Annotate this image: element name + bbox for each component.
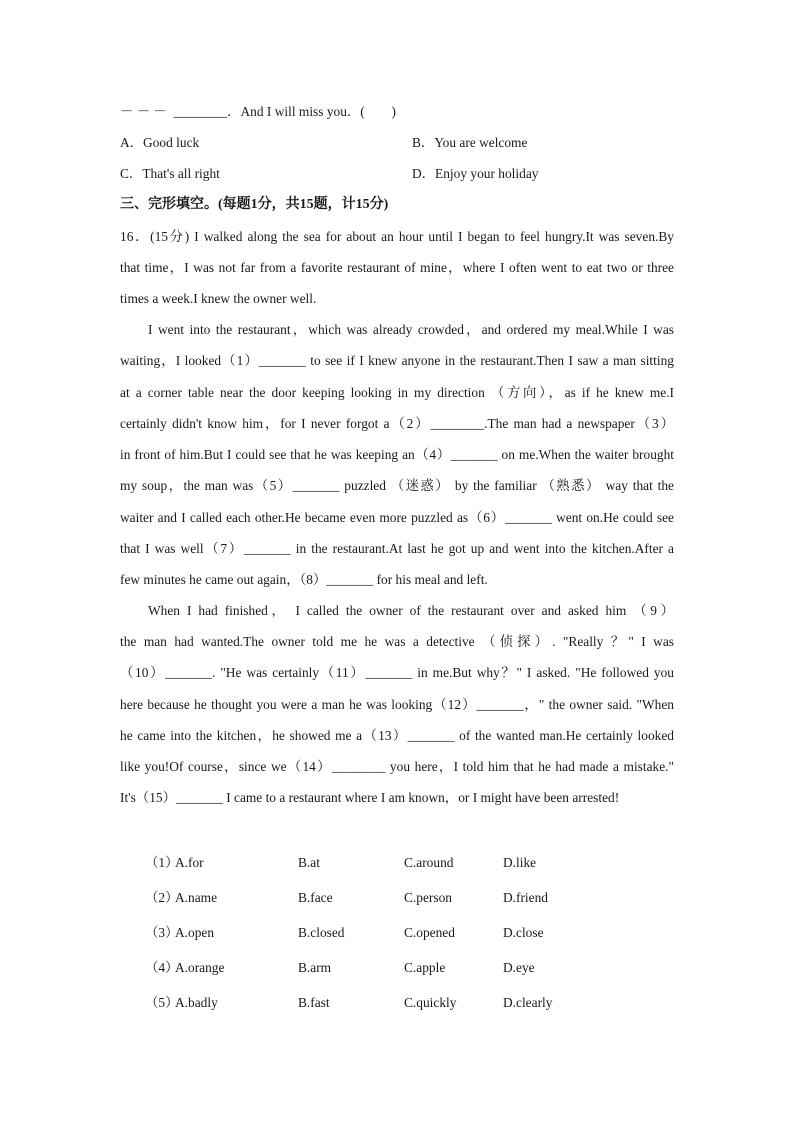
choice-d: D.close (503, 925, 544, 940)
passage-line: When I had finished， I called the owner of the restaurant over and asked him （9） (148, 603, 674, 618)
choice-b: B.arm (298, 960, 332, 975)
passage-line: here because he thought you were a man he was looking（12）_______，" the owner said. "When (120, 697, 674, 712)
choice-d: D.friend (503, 890, 548, 905)
question-stem: － － － ________．And I will miss you．( ) (120, 104, 396, 119)
passage-line: I went into the restaurant，which was already crowded，and ordered my meal.While I was (148, 322, 674, 337)
choice-c: C.apple (404, 960, 446, 975)
option-d: D．Enjoy your holiday (412, 166, 539, 181)
choice-number: （3） (145, 925, 179, 940)
option-a: A．Good luck (120, 135, 200, 150)
choice-b: B.fast (298, 995, 330, 1010)
passage-line: It's（15）_______ I came to a restaurant where I am known，or I might have been arrested! (120, 790, 620, 805)
passage-line: （10）_______. "He was certainly（11）_______ in me.But why？" I asked. "He followed you (120, 665, 674, 680)
passage-line: certainly didn't know him，for I never forgot a（2）________.The man had a newspaper（3） (120, 416, 674, 431)
passage-line: like you!Of course，since we（14）________ you here，I told him that he had made a mistake." (120, 759, 674, 774)
passage-line: he came into the kitchen，he showed me a（13）_______ of the wanted man.He certainly looked (120, 728, 674, 743)
choice-number: （2） (145, 890, 179, 905)
passage-line: waiter and I called each other.He became even more puzzled as（6）_______ went on.He could see (120, 510, 674, 525)
passage-line: at a corner table near the door keeping looking in my direction （方向），as if he knew me.I (120, 385, 674, 400)
passage-line: few minutes he came out again，（8）_______ for his meal and left. (120, 572, 488, 587)
choice-c: C.opened (404, 925, 455, 940)
choice-a: A.open (175, 925, 215, 940)
choice-c: C.person (404, 890, 452, 905)
choice-number: （4） (145, 960, 179, 975)
passage-line: times a week.I knew the owner well. (120, 291, 317, 306)
choice-d: D.clearly (503, 995, 553, 1010)
choice-number: （5） (145, 995, 179, 1010)
choice-d: D.like (503, 855, 537, 870)
passage-line: that I was well（7）_______ in the restaurant.At last he got up and went into the kitchen.After a (120, 541, 674, 556)
option-b: B．You are welcome (412, 135, 528, 150)
choice-a: A.orange (175, 960, 225, 975)
choice-a: A.badly (175, 995, 218, 1010)
option-c: C．That's all right (120, 166, 220, 181)
passage-line: my soup，the man was（5）_______ puzzled （迷惑） by the familiar （熟悉） way that the (120, 478, 674, 493)
section-heading: 三、完形填空。(每题1分，共15题，计15分) (120, 197, 389, 212)
choice-number: （1） (145, 855, 179, 870)
choice-a: A.name (175, 890, 218, 905)
passage-line: waiting，I looked（1）_______ to see if I knew anyone in the restaurant.Then I saw a man sitting (120, 353, 674, 368)
passage-line: the man had wanted.The owner told me he was a detective （侦探）. "Really ？" I was (120, 634, 674, 649)
passage-line: 16．(15分) I walked along the sea for about an hour until I began to feel hungry.It was seven.By (120, 229, 674, 244)
passage-line: that time，I was not far from a favorite restaurant of mine，where I often went to eat two or three (120, 260, 674, 275)
choice-c: C.quickly (404, 995, 457, 1010)
choice-c: C.around (404, 855, 454, 870)
choice-b: B.at (298, 855, 320, 870)
choice-a: A.for (175, 855, 204, 870)
choice-b: B.face (298, 890, 333, 905)
choice-d: D.eye (503, 960, 535, 975)
passage-line: in front of him.But I could see that he was keeping an（4）_______ on me.When the waiter brought (120, 447, 674, 462)
choice-b: B.closed (298, 925, 345, 940)
